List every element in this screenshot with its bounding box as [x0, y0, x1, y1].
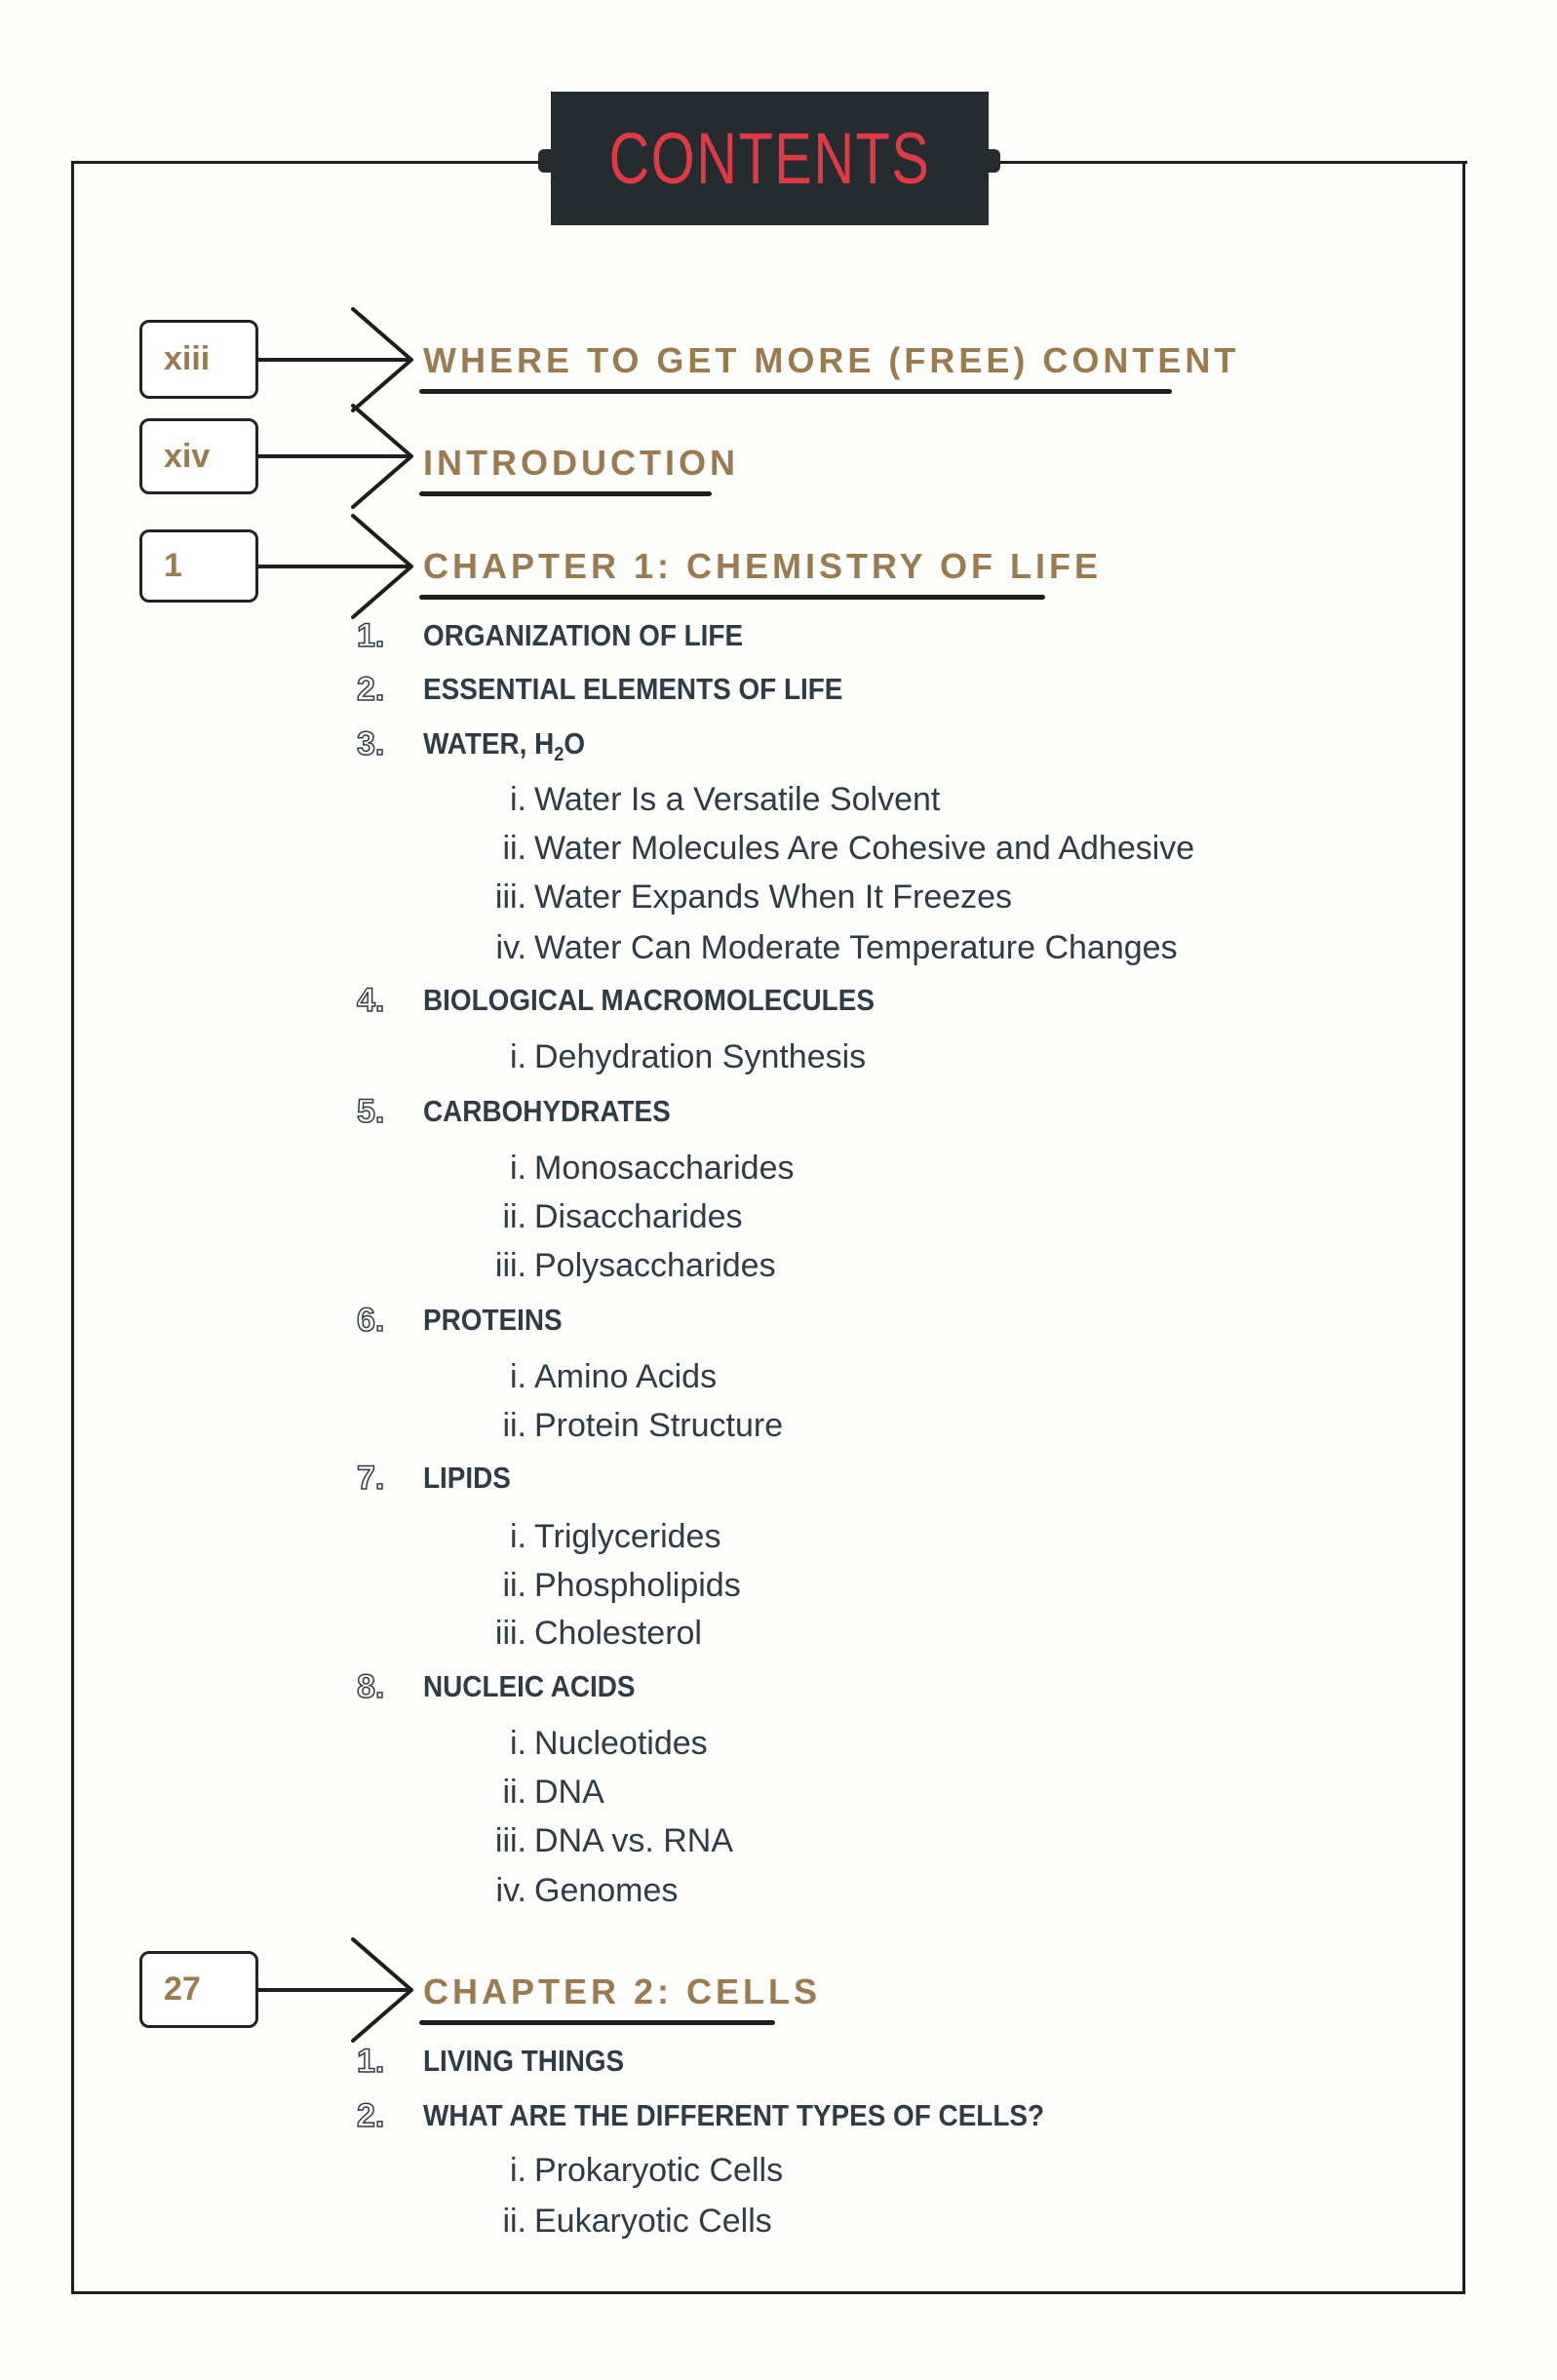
subsection-link[interactable]: Dehydration Synthesis: [534, 1038, 867, 1075]
subsection-numeral: i.: [510, 781, 526, 818]
subsection-link[interactable]: Cholesterol: [534, 1615, 702, 1652]
introduction-page-box[interactable]: xiv: [139, 418, 258, 494]
section-label: WHAT ARE THE DIFFERENT TYPES OF CELLS?: [423, 2098, 1045, 2132]
subsection-numeral: ii.: [502, 830, 526, 867]
section-link[interactable]: [423, 1665, 636, 1708]
subsection-numeral: i.: [510, 1150, 526, 1187]
more-content-page-box[interactable]: xiii: [139, 320, 258, 399]
section-label-end: O: [564, 726, 586, 761]
subsection-link[interactable]: Protein Structure: [534, 1407, 784, 1444]
section-label: LIPIDS: [423, 1461, 511, 1495]
chapter-1-page-box[interactable]: 1: [139, 529, 258, 603]
section-label: NUCLEIC ACIDS: [423, 1669, 636, 1703]
chapter-1-underline: [419, 595, 1045, 600]
subsection-numeral: iii.: [494, 1822, 526, 1859]
section-label: PROTEINS: [423, 1303, 563, 1337]
arrow-icon: [255, 508, 421, 625]
section-number: 7.: [357, 1460, 385, 1497]
subsection-numeral: ii.: [502, 1567, 526, 1604]
section-label: ORGANIZATION OF LIFE: [423, 618, 744, 652]
subsection-numeral: i.: [510, 1518, 526, 1555]
subsection-link[interactable]: DNA: [534, 1774, 604, 1811]
subsection-link[interactable]: Triglycerides: [534, 1518, 721, 1555]
subsection-numeral: ii.: [502, 1407, 526, 1444]
section-link[interactable]: [423, 979, 875, 1022]
subsection-link[interactable]: Amino Acids: [534, 1358, 718, 1395]
subsection-numeral: i.: [510, 2152, 526, 2189]
subsection-link[interactable]: Water Is a Versatile Solvent: [534, 781, 941, 818]
section-link[interactable]: [423, 2040, 624, 2083]
subsection-link[interactable]: Water Expands When It Freezes: [534, 878, 1013, 916]
subsection-numeral: ii.: [502, 1774, 526, 1811]
more-content-underline: [419, 389, 1172, 394]
chapter-2-page-box[interactable]: 27: [139, 1951, 258, 2028]
section-number: 1.: [357, 2043, 385, 2080]
section-label: ESSENTIAL ELEMENTS OF LIFE: [423, 672, 843, 706]
section-number: 6.: [357, 1302, 385, 1339]
frame-top-line-left: [71, 161, 551, 164]
arrow-icon: [255, 398, 421, 515]
section-label: LIVING THINGS: [423, 2044, 625, 2078]
subsection-link[interactable]: Monosaccharides: [534, 1150, 795, 1187]
section-label: WATER, H: [423, 726, 555, 761]
introduction-heading[interactable]: INTRODUCTION: [423, 443, 739, 483]
section-link[interactable]: [423, 1090, 671, 1133]
subsection-link[interactable]: Polysaccharides: [534, 1247, 776, 1284]
section-link[interactable]: [423, 2094, 1044, 2137]
subsection-link[interactable]: Eukaryotic Cells: [534, 2203, 772, 2240]
subsection-link[interactable]: DNA vs. RNA: [534, 1822, 734, 1859]
subsection-numeral: ii.: [502, 1198, 526, 1235]
frame-top-line-right: [989, 161, 1467, 164]
section-number: 1.: [357, 617, 385, 654]
subsection-numeral: iii.: [494, 878, 526, 916]
subsection-link[interactable]: Water Can Moderate Temperature Changes: [534, 929, 1178, 966]
subsection-numeral: i.: [510, 1038, 526, 1075]
section-number: 8.: [357, 1668, 385, 1705]
section-label: BIOLOGICAL MACROMOLECULES: [423, 983, 875, 1017]
section-link[interactable]: [423, 668, 842, 711]
subsection-numeral: i.: [510, 1358, 526, 1395]
section-link[interactable]: [423, 614, 743, 657]
subsection-numeral: iii.: [494, 1247, 526, 1284]
chapter-2-heading[interactable]: CHAPTER 2: CELLS: [423, 1971, 822, 2011]
chapter-2-underline: [419, 2020, 775, 2025]
section-label: CARBOHYDRATES: [423, 1094, 671, 1128]
contents-title: CONTENTS: [608, 118, 931, 199]
subsection-numeral: i.: [510, 1725, 526, 1762]
section-number: 2.: [357, 2097, 385, 2134]
section-number: 4.: [357, 982, 385, 1019]
more-content-heading[interactable]: WHERE TO GET MORE (FREE) CONTENT: [423, 340, 1240, 380]
subsection-link[interactable]: Genomes: [534, 1872, 679, 1909]
section-label-subscript: 2: [554, 744, 564, 766]
subsection-link[interactable]: Disaccharides: [534, 1198, 743, 1235]
subsection-numeral: ii.: [502, 2203, 526, 2240]
section-link[interactable]: [423, 1457, 511, 1500]
subsection-link[interactable]: Water Molecules Are Cohesive and Adhesive: [534, 830, 1195, 867]
chapter-1-heading[interactable]: CHAPTER 1: CHEMISTRY OF LIFE: [423, 546, 1103, 586]
subsection-link[interactable]: Prokaryotic Cells: [534, 2152, 784, 2189]
subsection-link[interactable]: Nucleotides: [534, 1725, 708, 1762]
section-number: 3.: [357, 725, 385, 762]
section-link[interactable]: [423, 1299, 563, 1342]
contents-title-banner: [551, 92, 989, 225]
subsection-link[interactable]: Phospholipids: [534, 1567, 741, 1604]
section-link[interactable]: [423, 722, 585, 765]
arrow-icon: [255, 1931, 421, 2048]
introduction-underline: [419, 491, 712, 496]
section-number: 5.: [357, 1093, 385, 1130]
subsection-numeral: iv.: [495, 929, 526, 966]
subsection-numeral: iii.: [494, 1615, 526, 1652]
subsection-numeral: iv.: [495, 1872, 526, 1909]
section-number: 2.: [357, 671, 385, 708]
